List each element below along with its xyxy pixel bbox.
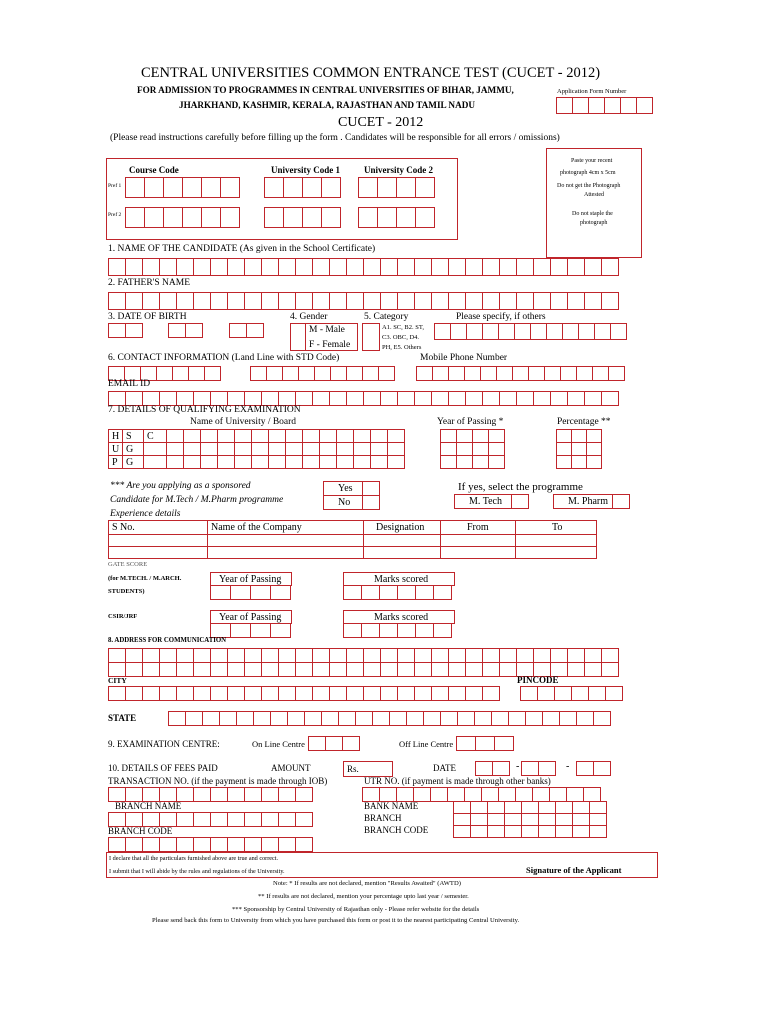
rs-label: Rs.: [343, 761, 393, 777]
form-name: CUCET - 2012: [338, 115, 424, 130]
photo-instruction-5: Do not staple the: [572, 211, 613, 217]
gender-female-option: F - Female: [309, 340, 351, 350]
dob-month-boxes[interactable]: [168, 323, 202, 338]
online-centre-label: On Line Centre: [252, 739, 305, 749]
note-4: Please send back this form to University from which you have purchased this form or post it to the nearest participating Central University.: [152, 917, 520, 924]
course-code-label: Course Code: [129, 165, 179, 175]
date-month-boxes[interactable]: [521, 761, 555, 776]
ug-u: U: [108, 442, 123, 456]
pref1-course-boxes[interactable]: [125, 177, 239, 198]
photo-instruction-3: Do not get the Photograph: [557, 183, 621, 189]
date-label: DATE: [433, 763, 456, 773]
declaration-line-2: I submit that I will abide by the rules and regulations of the University.: [109, 868, 285, 875]
gate-marks-header: Marks scored: [343, 572, 455, 586]
fees-label: 10. DETAILS OF FEES PAID: [108, 763, 218, 773]
application-form-number-boxes[interactable]: [556, 97, 652, 114]
candidate-name-label: 1. NAME OF THE CANDIDATE (As given in the School Certificate): [108, 244, 376, 254]
note-2: ** If results are not declared, mention your percentage upto last year / semester.: [258, 893, 469, 900]
university-code2-label: University Code 2: [364, 165, 433, 175]
experience-details-label: Experience details: [110, 509, 181, 519]
exam-centre-label: 9. EXAMINATION CENTRE:: [108, 739, 220, 749]
pref2-univ1-boxes[interactable]: [264, 207, 340, 228]
sponsor-yes-option: Yes: [323, 481, 363, 496]
signature-label[interactable]: Signature of the Applicant: [526, 865, 622, 875]
percentage-header: Percentage **: [557, 417, 611, 427]
pg-university-boxes[interactable]: [143, 455, 404, 469]
gate-marks-boxes[interactable]: [343, 585, 451, 600]
date-sep-2: -: [566, 761, 570, 772]
branch-code-boxes[interactable]: [108, 837, 312, 852]
pg-percentage-boxes[interactable]: [556, 455, 601, 469]
gender-box[interactable]: [290, 323, 306, 351]
mtech-checkbox[interactable]: [511, 494, 529, 509]
exp-row-2-designation[interactable]: [363, 546, 441, 559]
bank-branch-code-label: BRANCH CODE: [364, 825, 429, 835]
category-options-3: PH, E5. Others: [382, 344, 422, 351]
csir-year-header: Year of Passing: [210, 610, 292, 624]
dob-label: 3. DATE OF BIRTH: [108, 312, 187, 322]
sponsor-question-1: *** Are you applying as a sponsored: [110, 481, 251, 491]
state-label: STATE: [108, 713, 137, 723]
note-3: *** Sponsorship by Central University of Rajasthan only - Please refer website for the details: [232, 906, 480, 913]
exp-header-company: Name of the Company: [207, 520, 364, 535]
form-subtitle-1: FOR ADMISSION TO PROGRAMMES IN CENTRAL UNIVERSITIES OF BIHAR, JAMMU,: [137, 85, 514, 95]
hsc-percentage-boxes[interactable]: [556, 429, 601, 443]
branch-name-label: BRANCH NAME: [115, 801, 182, 811]
csir-year-boxes[interactable]: [210, 623, 290, 638]
mpharm-checkbox[interactable]: [612, 494, 630, 509]
select-programme-label: If yes, select the programme: [458, 481, 583, 493]
offline-centre-label: Off Line Centre: [399, 739, 454, 749]
ug-g: G: [122, 442, 144, 456]
photo-instruction-6: photograph: [580, 220, 608, 226]
date-day-boxes[interactable]: [475, 761, 509, 776]
exp-row-2-to[interactable]: [515, 546, 597, 559]
city-boxes[interactable]: [108, 686, 499, 701]
csir-marks-header: Marks scored: [343, 610, 455, 624]
gate-score-label: GATE SCORE: [108, 561, 148, 568]
ug-year-boxes[interactable]: [440, 442, 504, 456]
gate-year-boxes[interactable]: [210, 585, 290, 600]
hsc-h: H: [108, 429, 123, 443]
note-1: Note: * If results are not declared, mention "Results Awaited" (AWTD): [273, 880, 461, 887]
offline-centre-boxes[interactable]: [456, 736, 513, 751]
hsc-university-boxes[interactable]: [166, 429, 404, 443]
bank-branch-code-boxes[interactable]: [453, 825, 606, 838]
online-centre-boxes[interactable]: [308, 736, 359, 751]
sponsor-yes-checkbox[interactable]: [362, 481, 380, 496]
pg-p: P: [108, 455, 123, 469]
gender-label: 4. Gender: [290, 312, 328, 322]
address-label: 8. ADDRESS FOR COMMUNICATION: [108, 637, 227, 644]
dob-year-boxes[interactable]: [229, 323, 263, 338]
mpharm-option: M. Pharm: [553, 494, 613, 509]
pref1-label: Pref 1: [108, 183, 122, 189]
specify-others-label: Please specify, if others: [456, 312, 546, 322]
application-form-number-label: Application Form Number: [557, 88, 627, 95]
exp-header-designation: Designation: [363, 520, 441, 535]
pref2-course-boxes[interactable]: [125, 207, 239, 228]
pref2-univ2-boxes[interactable]: [358, 207, 434, 228]
date-year-boxes[interactable]: [576, 761, 610, 776]
hsc-s: S: [122, 429, 144, 443]
instruction-text: (Please read instructions carefully before filling up the form . Candidates will be responsible for all errors / omissions): [110, 133, 560, 143]
year-passing-header: Year of Passing *: [437, 417, 504, 427]
candidate-name-boxes[interactable]: [108, 258, 618, 276]
qualifying-exam-label: 7. DETAILS OF QUALIFYING EXAMINATION: [108, 405, 301, 415]
father-name-label: 2. FATHER'S NAME: [108, 278, 191, 288]
pref1-univ2-boxes[interactable]: [358, 177, 434, 198]
photo-instruction-2: photograph 4cm x 5cm: [560, 170, 616, 176]
mobile-label: Mobile Phone Number: [420, 353, 508, 363]
pref2-label: Pref 2: [108, 212, 122, 218]
address-line-1-boxes[interactable]: [108, 648, 618, 663]
exp-header-sno: S No.: [108, 520, 208, 535]
date-sep-1: -: [516, 761, 520, 772]
pincode-boxes[interactable]: [520, 686, 622, 701]
photo-instruction-4: Attested: [584, 192, 604, 198]
bank-name-label: BANK NAME: [364, 801, 419, 811]
photograph-box[interactable]: [546, 148, 642, 258]
sponsor-no-option: No: [323, 495, 363, 510]
specify-others-boxes[interactable]: [434, 323, 626, 340]
transaction-label: TRANSACTION NO. (if the payment is made through IOB): [108, 776, 328, 786]
category-box[interactable]: [362, 323, 380, 351]
category-options-2: C3. OBC, D4.: [382, 334, 420, 341]
form-subtitle-2: JHARKHAND, KASHMIR, KERALA, RAJASTHAN AND TAMIL NADU: [179, 100, 475, 110]
university-board-header: Name of University / Board: [190, 417, 297, 427]
utr-boxes[interactable]: [362, 787, 600, 802]
sponsor-no-checkbox[interactable]: [362, 495, 380, 510]
father-name-boxes[interactable]: [108, 292, 618, 310]
university-code1-label: University Code 1: [271, 165, 340, 175]
pg-g: G: [122, 455, 144, 469]
landline-number-boxes[interactable]: [250, 366, 394, 381]
city-label: CITY: [108, 676, 127, 685]
contact-label: 6. CONTACT INFORMATION (Land Line with STD Code): [108, 353, 340, 363]
category-label: 5. Category: [364, 312, 409, 322]
ug-percentage-boxes[interactable]: [556, 442, 601, 456]
pincode-label: PINCODE: [517, 675, 559, 685]
email-boxes[interactable]: [108, 391, 618, 406]
utr-label: UTR NO. (if payment is made through other banks): [364, 776, 551, 786]
mobile-number-boxes[interactable]: [416, 366, 624, 381]
hsc-year-boxes[interactable]: [440, 429, 504, 443]
csir-jrf-label: CSIR/JRF: [108, 613, 138, 620]
sponsor-question-2: Candidate for M.Tech / M.Pharm programme: [110, 495, 284, 505]
form-title: CENTRAL UNIVERSITIES COMMON ENTRANCE TEST (CUCET - 2012): [141, 65, 601, 81]
mtech-option: M. Tech: [454, 494, 512, 509]
csir-marks-boxes[interactable]: [343, 623, 451, 638]
branch-name-boxes[interactable]: [108, 812, 312, 827]
branch-label: BRANCH: [364, 813, 402, 823]
exp-row-2-company[interactable]: [207, 546, 364, 559]
gate-for-line-2: STUDENTS): [108, 588, 145, 595]
email-label: EMAIL ID: [108, 379, 151, 389]
dob-day-boxes[interactable]: [108, 323, 142, 338]
pref1-univ1-boxes[interactable]: [264, 177, 340, 198]
branch-code-label: BRANCH CODE: [108, 826, 173, 836]
category-options-1: A1. SC, B2. ST,: [382, 324, 424, 331]
ug-university-boxes[interactable]: [143, 442, 404, 456]
hsc-c: C: [143, 429, 167, 443]
transaction-boxes[interactable]: [108, 787, 312, 802]
exp-row-2-sno[interactable]: [108, 546, 208, 559]
photo-instruction-1: Paste your recent: [571, 158, 613, 164]
pg-year-boxes[interactable]: [440, 455, 504, 469]
gate-year-header: Year of Passing: [210, 572, 292, 586]
declaration-line-1: I declare that all the particulars furnished above are true and correct.: [109, 855, 279, 862]
exp-header-from: From: [440, 520, 516, 535]
exp-row-2-from[interactable]: [440, 546, 516, 559]
amount-label: AMOUNT: [271, 763, 311, 773]
gate-for-line-1: (for M.TECH. / M.ARCH.: [108, 575, 182, 582]
exp-header-to: To: [515, 520, 597, 535]
gender-male-option: M - Male: [309, 325, 345, 335]
state-boxes[interactable]: [168, 711, 610, 726]
